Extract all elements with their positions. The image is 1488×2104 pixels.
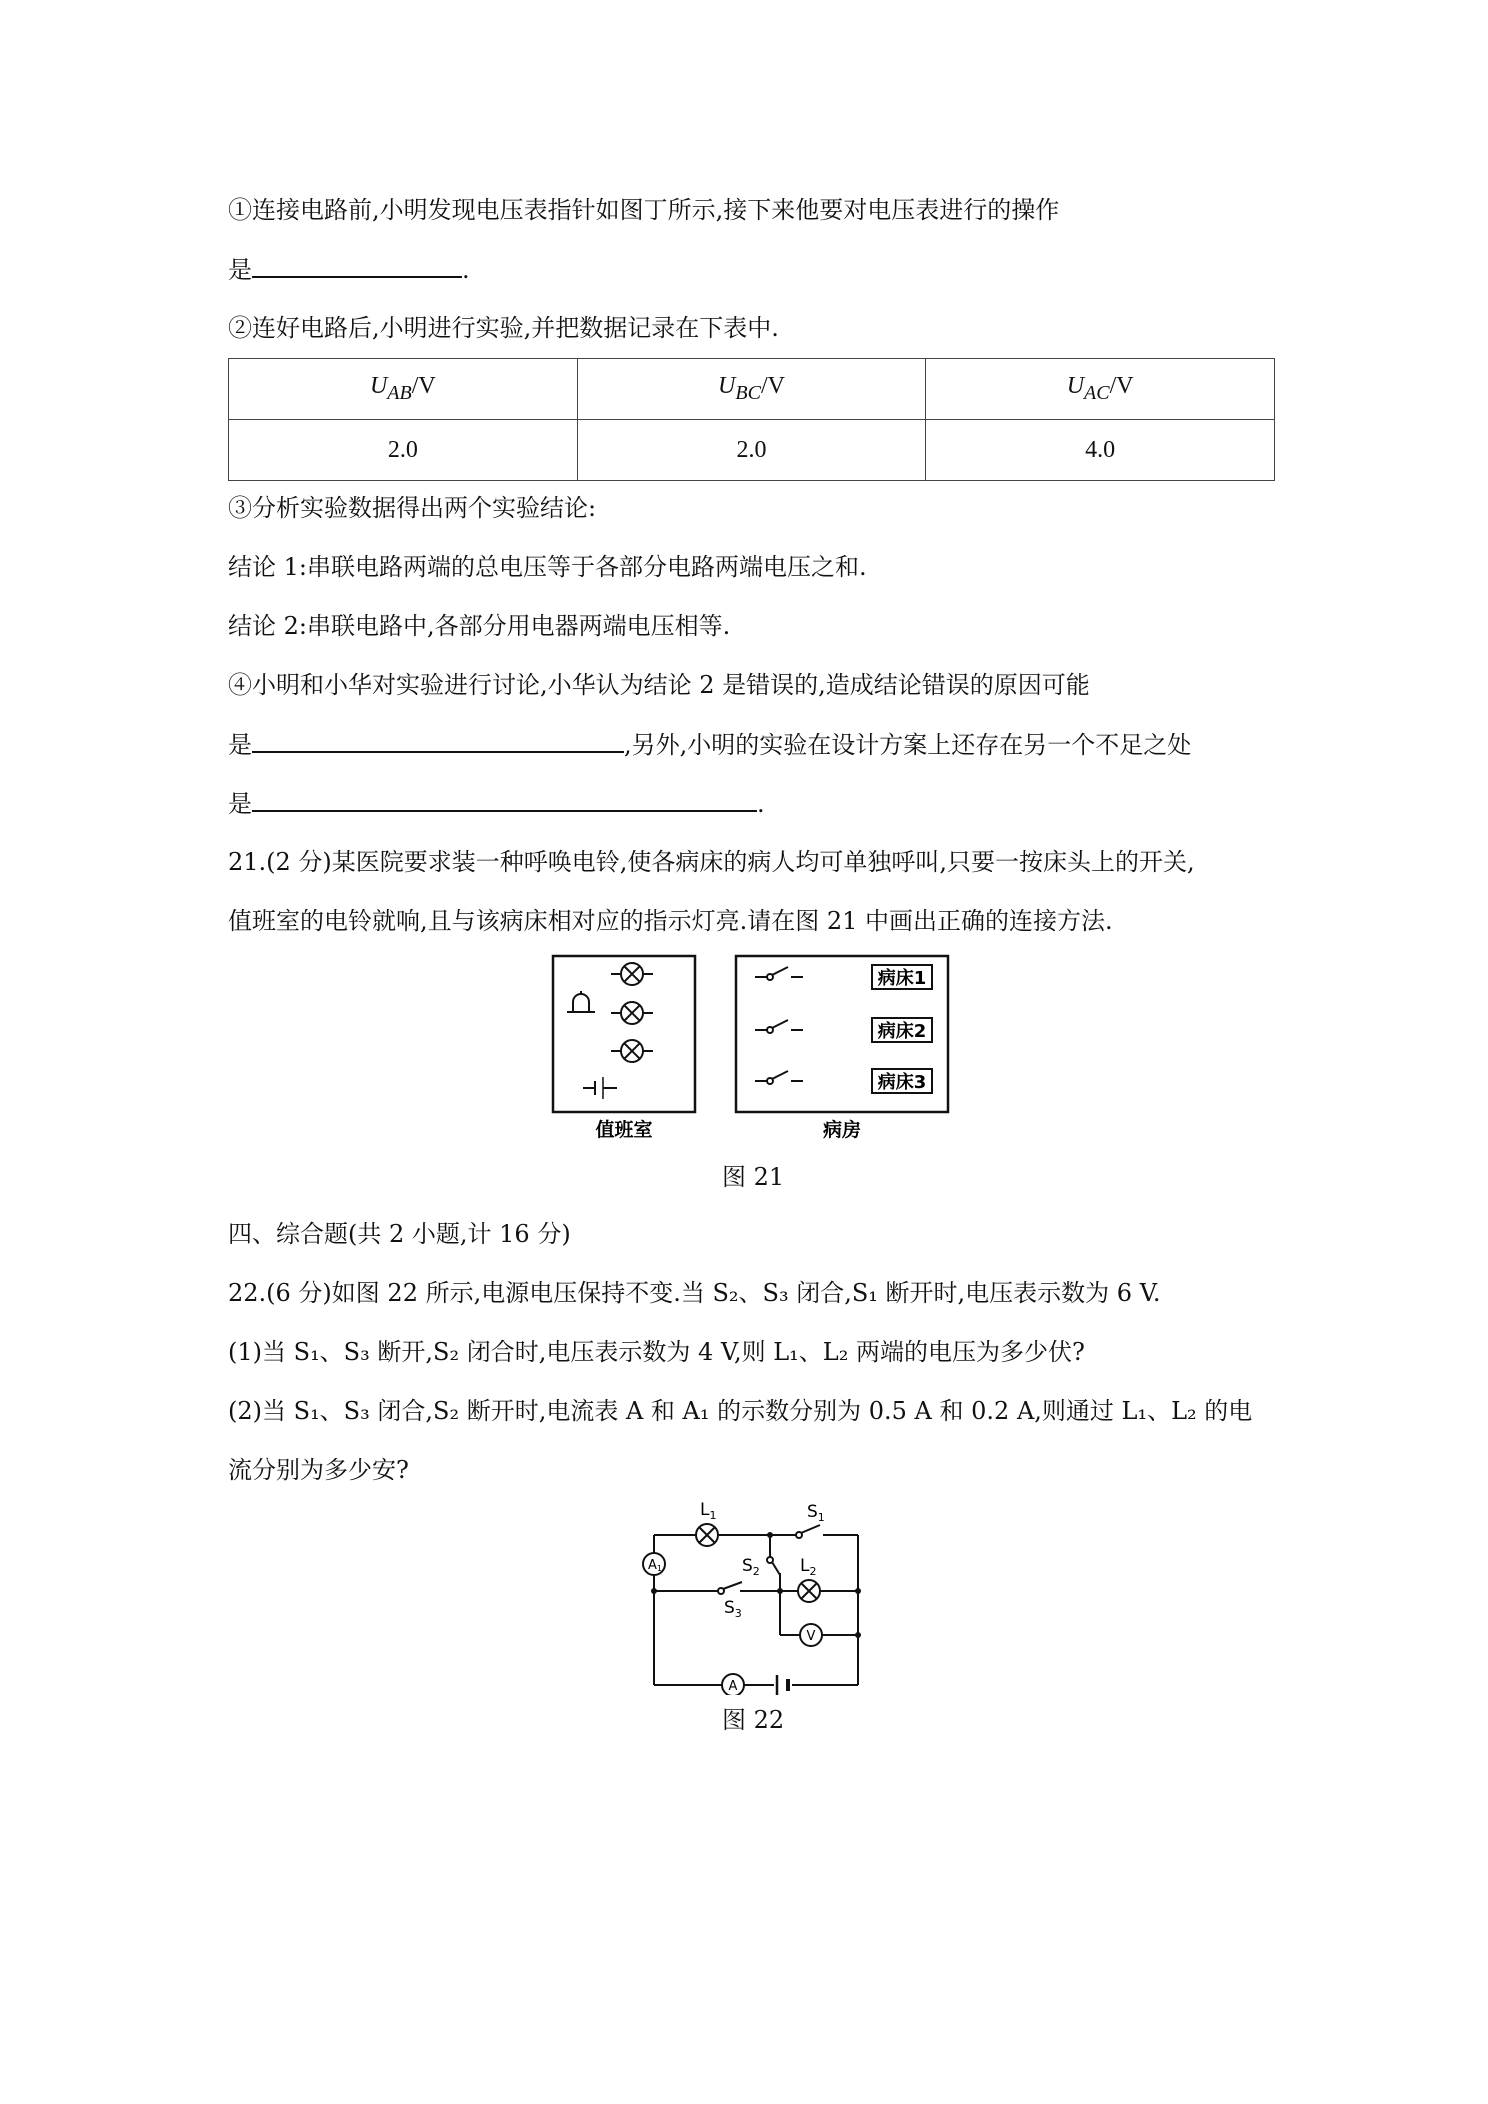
lamp-icon [611, 1002, 653, 1024]
bed-label: 病床3 [877, 1072, 927, 1093]
switch-icon [755, 967, 803, 980]
q20-step1-answer-line [228, 252, 470, 287]
table-cell: 2.0 [229, 420, 578, 481]
switch-s2-icon [767, 1557, 780, 1575]
battery-icon [583, 1077, 617, 1099]
q22-line-3: (2)当 S₁、S₃ 闭合,S₂ 断开时,电流表 A 和 A₁ 的示数分别为 0.5 A 和 0.2 A,则通过 L₁、L₂ 的电 [228, 1397, 1253, 1425]
q20-step1-prefix: 是 [228, 256, 252, 284]
s3-label: $S_3$ [724, 1598, 742, 1620]
q20-step4-prefix: 是 [228, 731, 252, 759]
duty-room-label: 值班室 [595, 1119, 653, 1141]
figure-22-caption: 图 22 [722, 1706, 785, 1734]
q21-line-2: 值班室的电铃就响,且与该病床相对应的指示灯亮.请在图 21 中画出正确的连接方法. [228, 907, 1113, 935]
q20-conclusion-2: 结论 2:串联电路中,各部分用电器两端电压相等. [228, 612, 731, 640]
l2-label: $L_2$ [800, 1556, 817, 1578]
q20-step1-end: . [462, 256, 470, 284]
duty-room-box [553, 956, 695, 1112]
q20-step4-middle: ,另外,小明的实验在设计方案上还存在另一个不足之处 [624, 731, 1192, 759]
section-4-heading: 四、综合题(共 2 小题,计 16 分) [228, 1220, 571, 1248]
q20-step4-prefix-2: 是 [228, 790, 252, 818]
lamp-icon [611, 963, 653, 985]
table-header-cell: $U_{AC}/V$ [926, 359, 1275, 420]
q20-step2-text: ②连好电路后,小明进行实验,并把数据记录在下表中. [228, 314, 779, 342]
figure-21-caption: 图 21 [722, 1163, 785, 1191]
q21-line-1: 21.(2 分)某医院要求装一种呼唤电铃,使各病床的病人均可单独呼叫,只要一按床头上的开关, [228, 848, 1195, 876]
q22-line-4: 流分别为多少安? [228, 1456, 409, 1484]
q20-step1-blank[interactable] [252, 252, 462, 278]
ward-label: 病房 [822, 1119, 862, 1141]
table-cell: 2.0 [577, 420, 926, 481]
switch-s3-icon [718, 1582, 742, 1594]
table-header-cell: $U_{AB}/V$ [229, 359, 578, 420]
l1-label: $L_1$ [700, 1500, 717, 1522]
figure-22 [630, 1495, 870, 1695]
bed-label: 病床1 [877, 968, 927, 989]
q20-step4-text: ④小明和小华对实验进行讨论,小华认为结论 2 是错误的,造成结论错误的原因可能 [228, 671, 1090, 699]
junction-dot [777, 1588, 783, 1594]
switch-s1-icon [796, 1525, 820, 1538]
s1-label: $S_1$ [807, 1502, 825, 1524]
figure-21 [545, 950, 955, 1145]
q20-step4-end: . [757, 790, 765, 818]
v-label: V [806, 1629, 816, 1644]
q20-step1-text: ①连接电路前,小明发现电压表指针如图丁所示,接下来他要对电压表进行的操作 [228, 196, 1060, 224]
junction-dot [855, 1588, 861, 1594]
table-cell: 4.0 [926, 420, 1275, 481]
q22-line-2: (1)当 S₁、S₃ 断开,S₂ 闭合时,电压表示数为 4 V,则 L₁、L₂ 两端的电压为多少伏? [228, 1338, 1085, 1366]
q20-conclusion-1: 结论 1:串联电路两端的总电压等于各部分电路两端电压之和. [228, 553, 867, 581]
bell-icon [567, 991, 595, 1012]
lamp-l1-icon [696, 1524, 718, 1546]
junction-dot [767, 1532, 773, 1538]
table-header-cell: $U_{BC}/V$ [577, 359, 926, 420]
a-label: A [728, 1679, 738, 1694]
q20-data-table [228, 358, 1275, 481]
bed-label: 病床2 [877, 1021, 927, 1042]
q20-step4-answer-line-2 [228, 786, 765, 821]
switch-icon [755, 1020, 803, 1033]
switch-icon [755, 1071, 803, 1084]
battery-icon [777, 1675, 788, 1695]
q20-step4-blank-2[interactable] [252, 786, 757, 812]
junction-dot [855, 1632, 861, 1638]
lamp-icon [611, 1040, 653, 1062]
circuit-wires [654, 1535, 858, 1685]
table-header-row [229, 359, 1275, 420]
a1-label: A1 [648, 1558, 662, 1573]
table-row [229, 420, 1275, 481]
lamp-l2-icon [798, 1580, 820, 1602]
q22-line-1: 22.(6 分)如图 22 所示,电源电压保持不变.当 S₂、S₃ 闭合,S₁ 断开时,电压表示数为 6 V. [228, 1279, 1161, 1307]
junction-dot [651, 1588, 657, 1594]
q20-step4-answer-line [228, 727, 1191, 762]
s2-label: $S_2$ [742, 1556, 760, 1578]
q20-step4-blank-1[interactable] [252, 727, 624, 753]
q20-step3-text: ③分析实验数据得出两个实验结论: [228, 494, 597, 522]
